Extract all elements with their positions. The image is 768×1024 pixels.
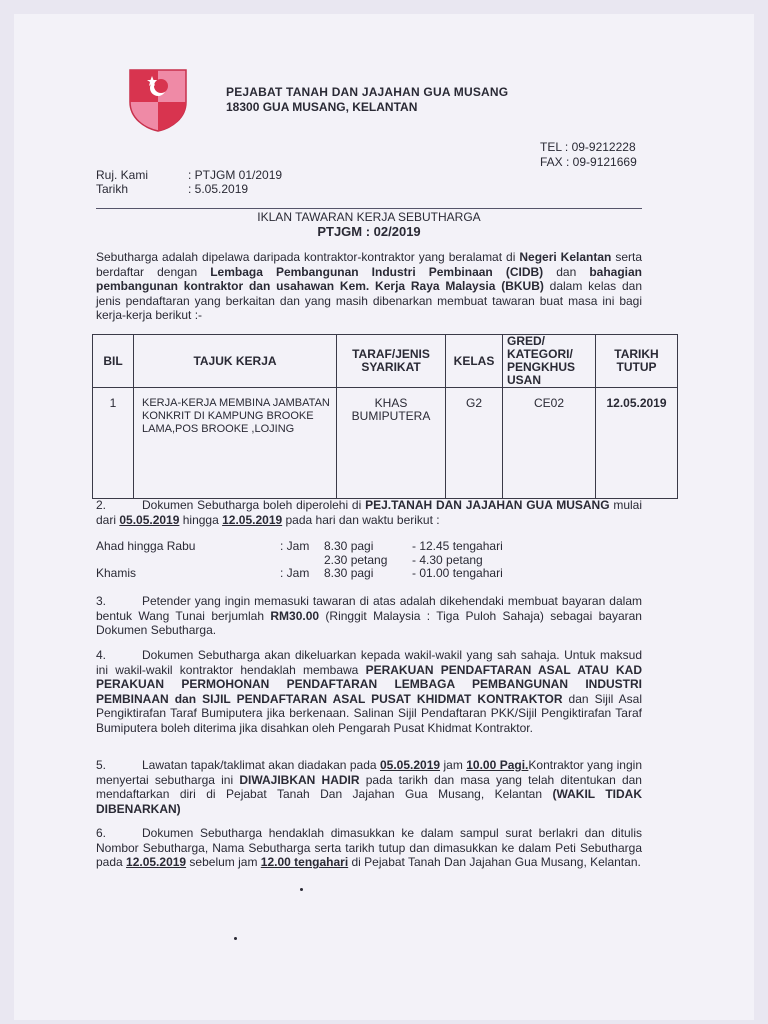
table-row: [93, 388, 678, 499]
header-gred: GRED/ KATEGORI/ PENGKHUS USAN: [503, 335, 596, 388]
office-name: PEJABAT TANAH DAN JAJAHAN GUA MUSANG: [226, 85, 509, 99]
tender-table: [92, 334, 678, 499]
fax-number: FAX : 09-9121669: [540, 155, 637, 169]
tarikh-label: Tarikh: [96, 182, 129, 196]
cell-bil: 1: [93, 388, 134, 499]
paragraph-5: 5. Lawatan tapak/taklimat akan diadakan pada 05.05.2019 jam 10.00 Pagi.Kontraktor yang ingin menyertai sebutharga ini DIWAJIBKAN HADIR pada tarikh dan masa yang telah ditentukan dan mendaftarkan diri di Pejabat Tanah Dan Jajahan Gua Musang, Kelantan (WAKIL TIDAK DIBENARKAN): [96, 758, 642, 816]
ad-number: PTJGM : 02/2019: [317, 224, 421, 239]
paragraph-6: 6. Dokumen Sebutharga hendaklah dimasukkan ke dalam sampul surat berlakri dan ditulis Nombor Sebutharga, Nama Sebutharga serta tarikh tutup dan dimasukkan ke dalam Peti Sebutharga pada 12.05.2019 sebelum jam 12.00 tengahari di Pejabat Tanah Dan Jajahan Gua Musang, Kelantan.: [96, 826, 642, 870]
schedule-table: Ahad hingga Rabu : Jam 8.30 pagi - 12.45 tengahari 2.30 petang - 4.30 petang Khamis : Jam 8.30 pagi - 01.00 tengahari: [96, 539, 503, 580]
paragraph-4: 4. Dokumen Sebutharga akan dikeluarkan kepada wakil-wakil yang sah sahaja. Untuk maksud ini wakil-wakil kontraktor hendaklah membawa PERAKUAN PENDAFTARAN ASAL ATAU KAD PERAKUAN PERMOHONAN PENDAFTARAN LEMBAGA PEMBANGUNAN INDUSTRI PEMBINAAN dan SIJIL PENDAFTARAN ASAL PUSAT KHIDMAT KONTRAKTOR dan Sijil Asal Pengiktirafan Taraf Bumiputera jika berkenaan. Salinan Sijil Pendaftaran PKK/Sijil Pengiktirafan Taraf Bumiputera boleh diterima jika disahkan oleh Pengarah Pusat Khidmat Kontraktor.: [96, 648, 643, 735]
cell-kelas: G2: [446, 388, 503, 499]
divider: [96, 208, 642, 209]
paragraph-2: 2. Dokumen Sebutharga boleh diperolehi di PEJ.TANAH DAN JAJAHAN GUA MUSANG mulai dari 05.05.2019 hingga 12.05.2019 pada hari dan waktu berikut :: [96, 498, 643, 527]
ruj-value: : PTJGM 01/2019: [188, 168, 283, 182]
ruj-label: Ruj. Kami: [96, 168, 149, 182]
tarikh-value: : 5.05.2019: [188, 182, 249, 196]
reference-block: [96, 168, 282, 196]
ad-title: IKLAN TAWARAN KERJA SEBUTHARGA: [257, 210, 481, 224]
scan-speck: [300, 888, 303, 891]
header-bil: BIL: [93, 335, 134, 388]
cell-tarikh-tutup: 12.05.2019: [596, 388, 678, 499]
office-address: 18300 GUA MUSANG, KELANTAN: [226, 100, 418, 114]
header-taraf-jenis: TARAF/JENIS SYARIKAT: [337, 335, 446, 388]
header-tarikh-tutup: TARIKH TUTUP: [596, 335, 678, 388]
scan-speck: [234, 937, 237, 940]
cell-gred: CE02: [503, 388, 596, 499]
header-tajuk-kerja: TAJUK KERJA: [134, 335, 337, 388]
cell-taraf: KHAS BUMIPUTERA: [337, 388, 446, 499]
kelantan-crest-logo: [128, 68, 188, 132]
telephone-number: TEL : 09-9212228: [540, 140, 636, 154]
cell-tajuk-kerja: KERJA-KERJA MEMBINA JAMBATAN KONKRIT DI KAMPUNG BROOKE LAMA,POS BROOKE ,LOJING: [134, 388, 337, 499]
table-header-row: [93, 335, 678, 388]
paragraph-3: 3. Petender yang ingin memasuki tawaran di atas adalah dikehendaki membuat bayaran dalam bentuk Wang Tunai berjumlah RM30.00 (Ringgit Malaysia : Tiga Puloh Sahaja) sebagai bayaran Dokumen Sebutharga.: [96, 594, 642, 638]
header-kelas: KELAS: [446, 335, 503, 388]
intro-paragraph: Sebutharga adalah dipelawa daripada kontraktor-kontraktor yang beralamat di Negeri Kelantan serta berdaftar dengan Lembaga Pembangunan Industri Pembinaan (CIDB) dan bahagian pembangunan kontraktor dan usahawan Kem. Kerja Raya Malaysia (BKUB) dalam kelas dan jenis pendaftaran yang berkaitan dan yang masih dibenarkan membuat tawaran buat masa ini bagi kerja-kerja berikut :-: [96, 250, 643, 323]
